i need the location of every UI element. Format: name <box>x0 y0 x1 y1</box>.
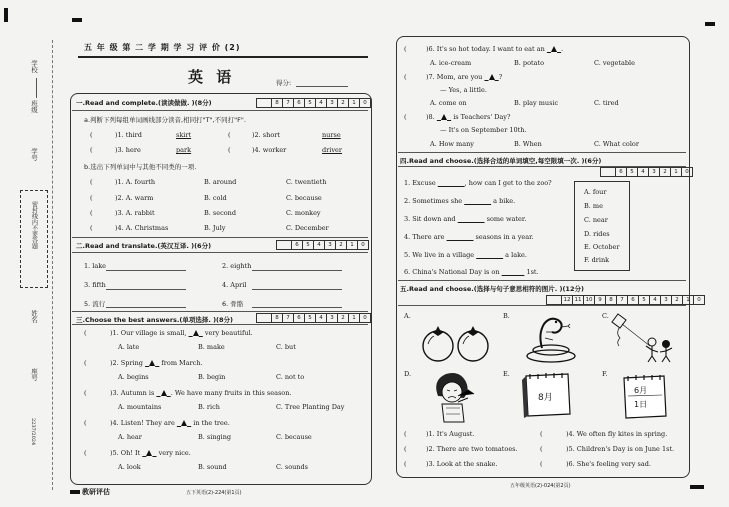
class-label: 班级 <box>30 100 38 113</box>
score-blank <box>296 86 348 87</box>
kite-picture <box>610 310 676 364</box>
mc5-c: C. sounds <box>276 463 308 471</box>
mc5-stem: )5. Oh! It very nice. <box>110 449 191 457</box>
answer-line[interactable] <box>252 289 342 290</box>
name-label: 姓名 <box>30 310 38 323</box>
exam-title: 五 年 级 第 二 学 期 学 习 评 价 (2) <box>84 43 241 52</box>
option-a: A. four <box>584 188 607 196</box>
fill-6: 6. China's National Day is on 1st. <box>404 268 539 276</box>
section1-partB: b.选出下列单词中与其他不同类的一项. <box>84 163 197 171</box>
section3-score-table: 8 7 6 5 4 3 2 1 0 <box>256 313 371 323</box>
match-2: )2. There are two tomatoes. <box>426 445 518 453</box>
mc8-a: A. How many <box>430 140 474 148</box>
match-5: )5. Children's Day is on June 1st. <box>566 445 675 453</box>
a1-word2: skirt <box>176 131 192 139</box>
pic-label-b: B. <box>503 312 510 320</box>
option-b: B. me <box>584 202 603 210</box>
section1-score-table: 8 7 6 5 4 3 2 1 0 <box>256 98 371 108</box>
option-f: F. drink <box>584 256 610 264</box>
match-paren[interactable]: ( <box>404 430 407 438</box>
mc2-stem: )2. Spring from March. <box>110 359 203 367</box>
b1-c: C. twentieth <box>286 178 327 186</box>
section5-top-rule <box>398 280 686 281</box>
option-c: C. near <box>584 216 608 224</box>
fill-5: 5. We live in a village a lake. <box>404 251 527 259</box>
subject-title: 英 语 <box>188 68 236 86</box>
mc5-b: B. sound <box>198 463 227 471</box>
mc4-a: A. hear <box>118 433 142 441</box>
calendar-june-day: 1日 <box>634 400 648 409</box>
answer-paren[interactable]: ( <box>90 224 93 232</box>
mc-paren[interactable]: ( <box>404 73 407 81</box>
fill-2: 2. Sometimes she a bike. <box>404 197 516 205</box>
mc7-a: A. come on <box>430 99 467 107</box>
answer-paren[interactable]: ( <box>90 178 93 186</box>
mc8-b: B. When <box>514 140 542 148</box>
a3-word2: park <box>176 146 192 154</box>
pic-label-f: F. <box>602 370 608 378</box>
section3-rule <box>72 324 368 325</box>
b3-b: B. second <box>204 209 236 217</box>
section2-title: 二.Read and translate.(英汉互译. )(6分) <box>76 242 212 250</box>
b3-a: )3. A. rabbit <box>115 209 155 217</box>
mc1-stem: )1. Our village is small, very beautiful. <box>110 329 253 337</box>
section1-title: 一.Read and complete.(读读做做. )(8分) <box>76 99 212 107</box>
mc2-b: B. begin <box>198 373 226 381</box>
b2-c: C. because <box>286 194 322 202</box>
mc1-a: A. late <box>118 343 140 351</box>
mc7-b: B. play music <box>514 99 559 107</box>
right-page-number: 五年级英语(2)-024(第2页) <box>510 483 571 489</box>
answer-paren[interactable]: ( <box>90 131 93 139</box>
a4-word2: driver <box>322 146 342 154</box>
answer-line[interactable] <box>252 307 342 308</box>
snake-picture <box>520 312 582 364</box>
mc-paren[interactable]: ( <box>404 113 407 121</box>
section5-score-table: 12 11 10 9 8 7 6 5 4 3 2 1 0 <box>546 295 705 305</box>
number-label: 学号 <box>30 148 38 161</box>
section2-rule <box>72 252 368 253</box>
match-paren[interactable]: ( <box>540 445 543 453</box>
section1-rule <box>72 110 368 111</box>
match-3: )3. Look at the snake. <box>426 460 498 468</box>
fill-4: 4. There are seasons in a year. <box>404 233 534 241</box>
fill-1: 1. Excuse , how can I get to the zoo? <box>404 179 552 187</box>
mc-paren[interactable]: ( <box>84 389 87 397</box>
section5-rule <box>398 305 686 306</box>
match-paren[interactable]: ( <box>540 430 543 438</box>
translate-2: 2. eighth <box>222 262 252 270</box>
calendar-june-picture <box>620 372 670 420</box>
b2-a: )2. A. warm <box>115 194 154 202</box>
translate-1: 1. lake <box>84 262 107 270</box>
answer-paren[interactable]: ( <box>90 146 93 154</box>
match-paren[interactable]: ( <box>540 460 543 468</box>
mc-paren[interactable]: ( <box>404 45 407 53</box>
mc2-c: C. not to <box>276 373 305 381</box>
answer-paren[interactable]: ( <box>228 131 231 139</box>
mc7-stem: )7. Mom, are you ? <box>426 73 503 81</box>
mc3-stem: )3. Autumn is . We have many fruits in this season. <box>110 389 292 397</box>
section2-top-rule <box>72 237 368 238</box>
seal-text: 密封线内不要答题 <box>30 201 38 249</box>
seat-label: 座号 <box>30 368 38 381</box>
section3-top-rule <box>72 311 368 312</box>
translate-3: 3. fifth <box>84 281 106 289</box>
calendar-june-month: 6月 <box>634 386 648 395</box>
calendar-august-text: 8月 <box>538 393 553 403</box>
tomatoes-picture <box>418 322 494 364</box>
match-paren[interactable]: ( <box>404 460 407 468</box>
blank-line <box>36 78 37 98</box>
a1-word1: )1. third <box>115 131 142 139</box>
answer-line[interactable] <box>106 289 186 290</box>
section4-title: 四.Read and choose.(选择合适的单词填空,每空限填一次. )(6分) <box>400 157 602 165</box>
match-4: )4. We often fly kites in spring. <box>566 430 668 438</box>
section4-score-table: 6 5 4 3 2 1 0 <box>600 167 693 177</box>
mc8-reply: — It's on September 10th. <box>440 126 527 134</box>
mc3-a: A. mountains <box>118 403 162 411</box>
seal-box <box>20 190 48 288</box>
corner-mark <box>690 485 704 489</box>
match-1: )1. It's August. <box>426 430 475 438</box>
pic-label-d: D. <box>404 370 412 378</box>
a4-word1: )4. worker <box>252 146 287 154</box>
mc7-c: C. tired <box>594 99 619 107</box>
mc2-a: A. begins <box>118 373 149 381</box>
answer-line[interactable] <box>106 270 186 271</box>
sad-girl-picture <box>424 368 484 424</box>
mc8-stem: )8. is Teachers' Day? <box>426 113 511 121</box>
mc-paren[interactable]: ( <box>84 449 87 457</box>
section5-title: 五.Read and choose.(选择与句子意思相符的图片. )(12分) <box>400 285 584 293</box>
b4-b: B. July <box>204 224 226 232</box>
b1-a: )1. A. fourth <box>115 178 156 186</box>
b3-c: C. monkey <box>286 209 321 217</box>
answer-line[interactable] <box>106 307 186 308</box>
publisher-logo: 教研评估 <box>82 488 110 496</box>
mc-paren[interactable]: ( <box>84 359 87 367</box>
corner-mark <box>4 8 8 22</box>
answer-paren[interactable]: ( <box>90 194 93 202</box>
translate-6: 6. 骨骼 <box>222 300 244 308</box>
mc7-reply: — Yes, a little. <box>440 86 487 94</box>
answer-line[interactable] <box>252 270 342 271</box>
exam-code: 2237/2024 <box>30 418 36 446</box>
mc4-b: B. singing <box>198 433 232 441</box>
section3-title: 三.Choose the best answers.(单项选择. )(8分) <box>76 316 234 324</box>
translate-5: 5. 流行 <box>84 300 106 308</box>
b1-b: B. around <box>204 178 237 186</box>
school-label: 学校 <box>30 60 38 73</box>
match-paren[interactable]: ( <box>404 445 407 453</box>
mc4-stem: )4. Listen! They are in the tree. <box>110 419 230 427</box>
mc3-b: B. rich <box>198 403 220 411</box>
mc6-c: C. vegetable <box>594 59 635 67</box>
mc5-a: A. look <box>118 463 141 471</box>
a3-word1: )3. here <box>115 146 141 154</box>
corner-mark <box>72 18 82 22</box>
answer-paren[interactable]: ( <box>228 146 231 154</box>
mc6-b: B. potato <box>514 59 544 67</box>
mc-paren[interactable]: ( <box>84 419 87 427</box>
a2-word1: )2. short <box>252 131 280 139</box>
match-6: )6. She's feeling very sad. <box>566 460 651 468</box>
section2-score-table: 6 5 4 3 2 1 0 <box>276 240 369 250</box>
mc1-b: B. make <box>198 343 225 351</box>
left-page-number: 五下英语(2)-224(第1页) <box>186 490 242 496</box>
translate-4: 4. April <box>222 281 247 289</box>
mc4-c: C. because <box>276 433 312 441</box>
mc3-c: C. Tree Planting Day <box>276 403 345 411</box>
option-e: E. October <box>584 243 620 251</box>
corner-mark <box>705 22 715 26</box>
b4-a: )4. A. Christmas <box>115 224 169 232</box>
section4-top-rule <box>398 152 686 153</box>
mc8-c: C. What color <box>594 140 639 148</box>
corner-mark <box>70 490 80 494</box>
fill-3: 3. Sit down and some water. <box>404 215 527 223</box>
pic-label-c: C. <box>602 312 609 320</box>
header-rule <box>78 56 368 58</box>
mc1-c: C. but <box>276 343 296 351</box>
answer-paren[interactable]: ( <box>90 209 93 217</box>
score-label: 得分: <box>276 79 292 87</box>
a2-word2: nurse <box>322 131 341 139</box>
mc-paren[interactable]: ( <box>84 329 87 337</box>
option-d: D. rides <box>584 230 610 238</box>
fold-line <box>52 40 53 490</box>
pic-label-a: A. <box>404 312 411 320</box>
mc6-a: A. ice-cream <box>430 59 472 67</box>
mc6-stem: )6. It's so hot today. I want to eat an . <box>426 45 564 53</box>
section1-partA: a.判断下列每组单词画线部分读音,相同打"T",不同打"F". <box>84 116 246 124</box>
pic-label-e: E. <box>503 370 510 378</box>
b2-b: B. cold <box>204 194 227 202</box>
b4-c: C. December <box>286 224 329 232</box>
